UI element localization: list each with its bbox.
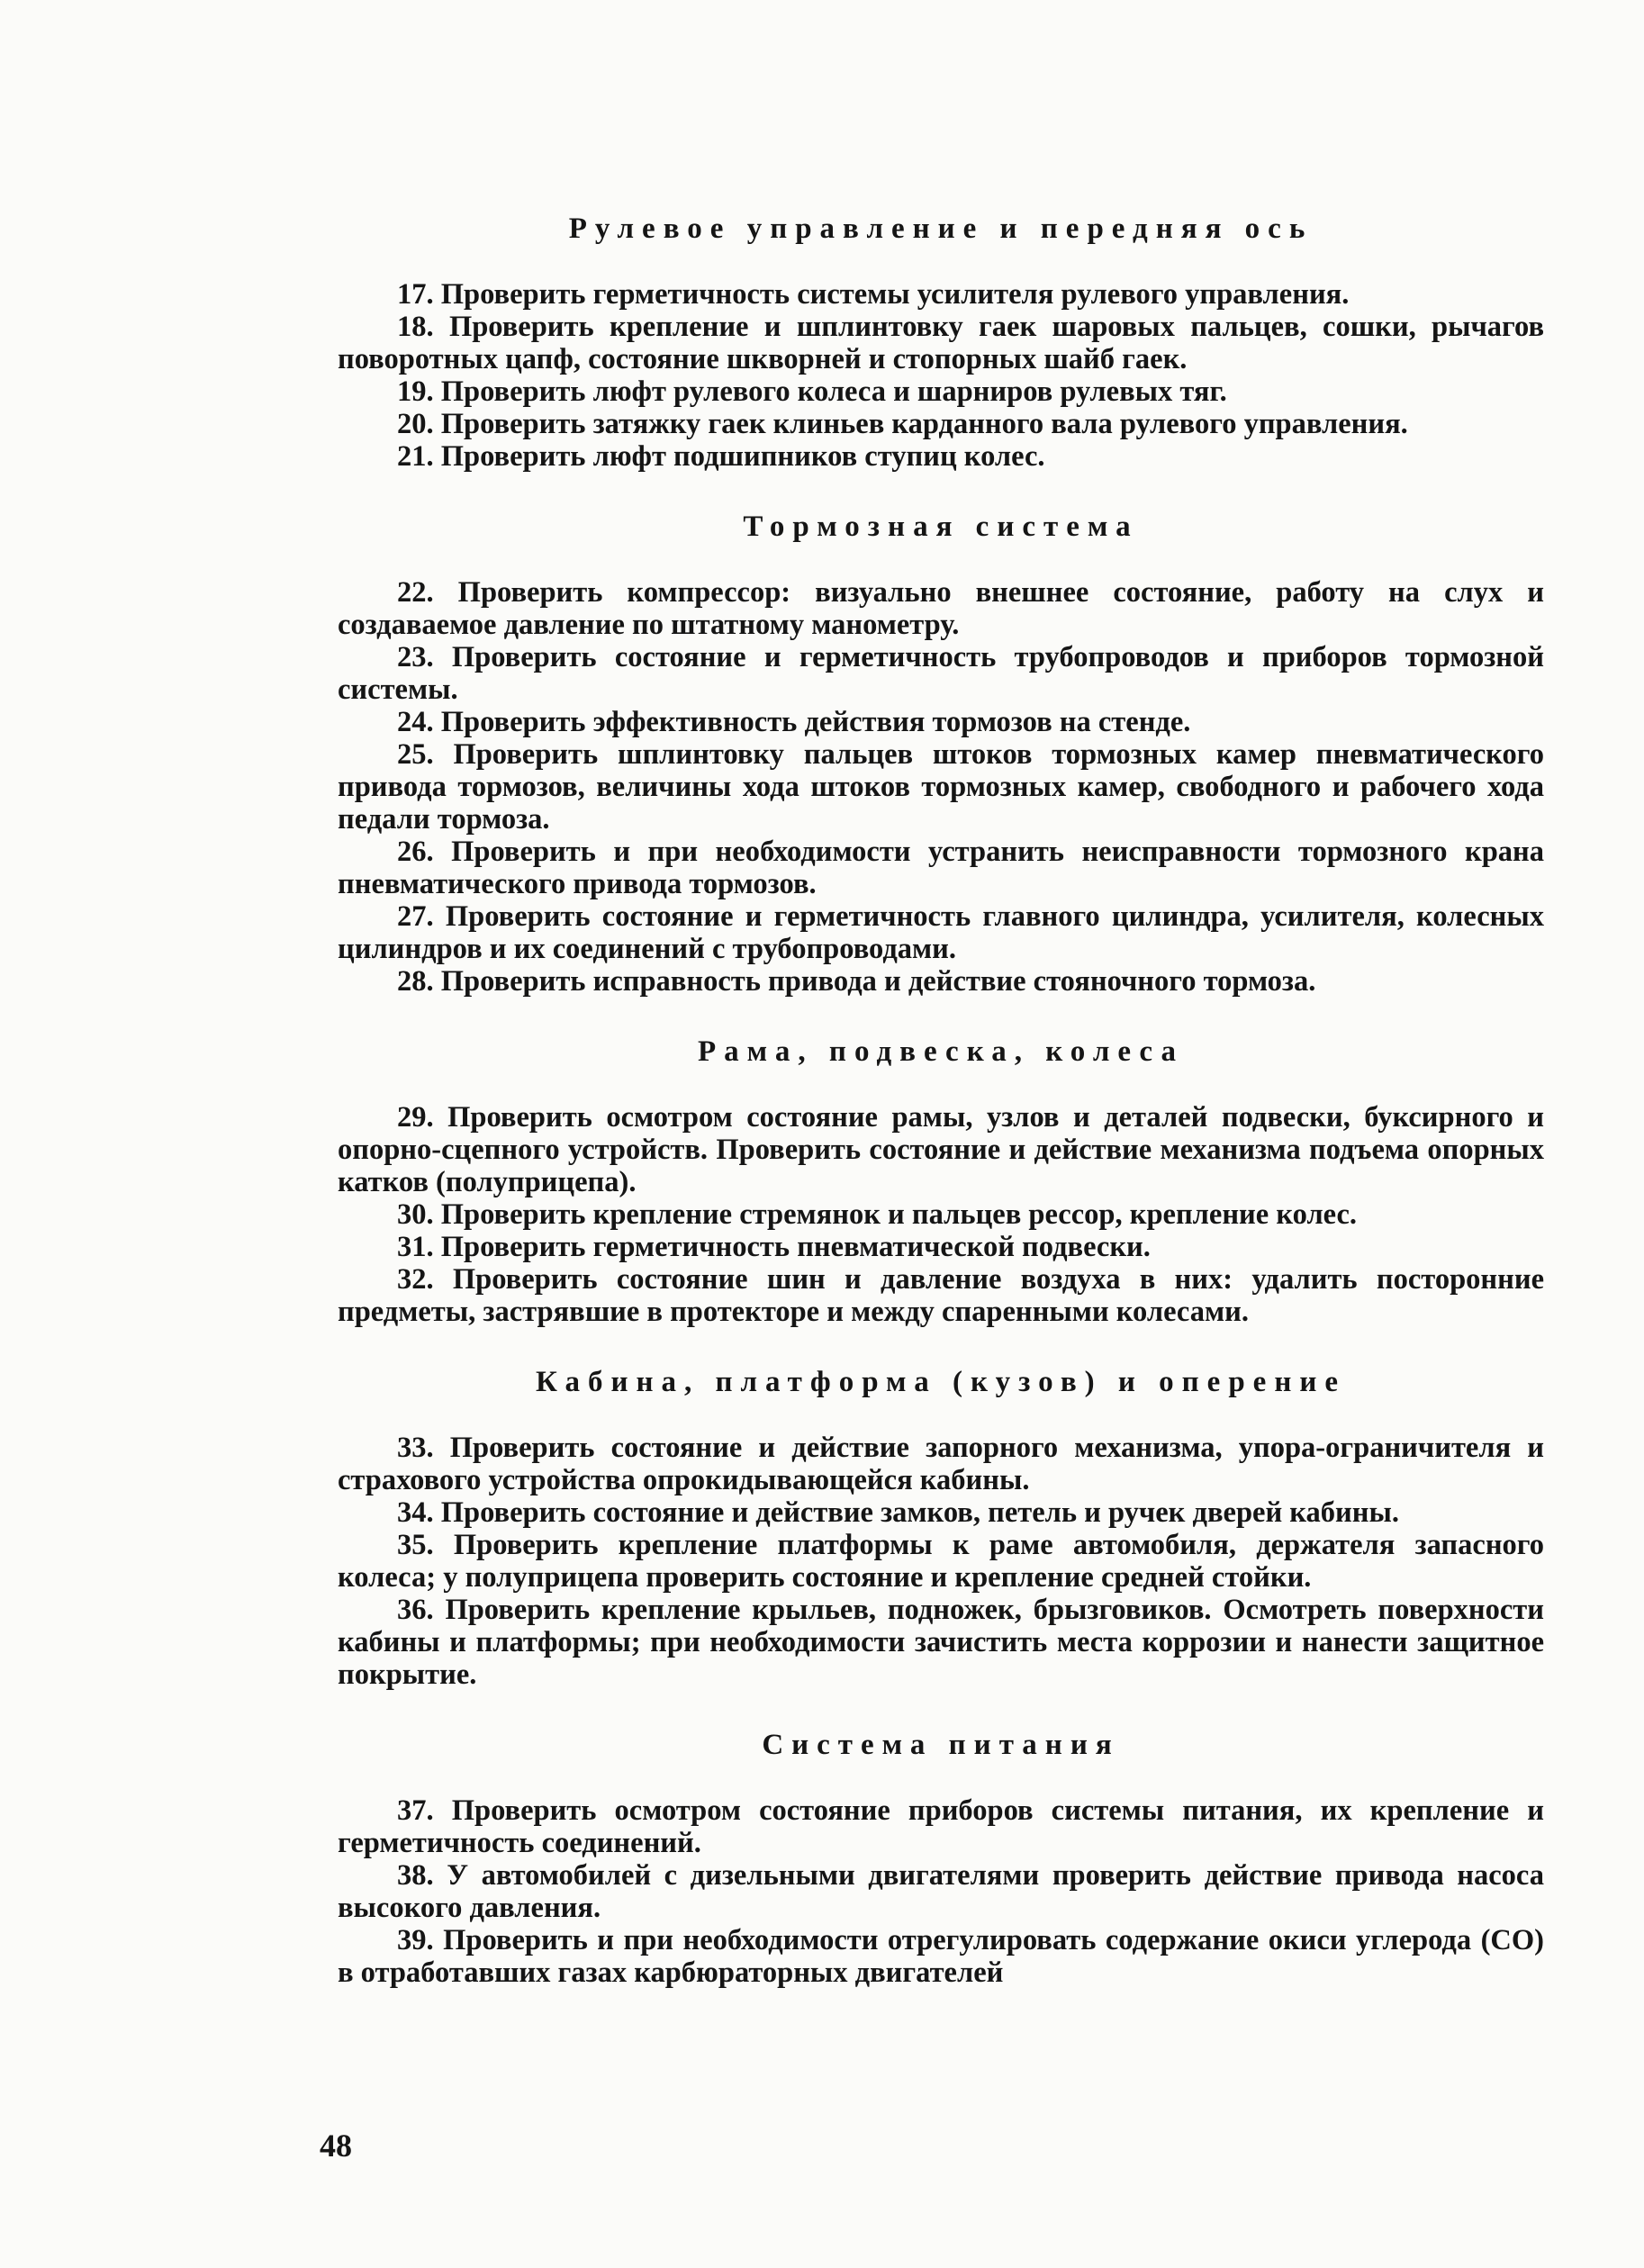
item-list <box>338 1432 1544 1691</box>
item-list <box>338 1101 1544 1328</box>
list-item: 19. Проверить люфт рулевого колеса и шарниров рулевых тяг. <box>397 375 1227 408</box>
section-cabin <box>338 1368 1544 1691</box>
section-heading: Тормозная система <box>743 511 1139 543</box>
list-item: 37. Проверить осмотром состояние приборов системы питания, их крепление и герметичность соединений. <box>338 1794 1544 1859</box>
list-item: 24. Проверить эффективность действия тормозов на стенде. <box>397 706 1191 738</box>
section-heading: Кабина, платформа (кузов) и оперение <box>535 1366 1347 1398</box>
section-heading: Рама, подвеска, колеса <box>698 1035 1184 1068</box>
item-list <box>338 576 1544 998</box>
list-item: 22. Проверить компрессор: визуально внешнее состояние, работу на слух и создаваемое давление по штатному манометру. <box>338 576 1544 641</box>
list-item: 28. Проверить исправность привода и действие стояночного тормоза. <box>397 965 1316 998</box>
list-item: 34. Проверить состояние и действие замков, петель и ручек дверей кабины. <box>397 1496 1399 1529</box>
list-item: 18. Проверить крепление и шплинтовку гаек шаровых пальцев, сошки, рычагов поворотных цапф, состояние шкворней и стопорных шайб гаек. <box>338 311 1544 375</box>
list-item: 23. Проверить состояние и герметичность трубопроводов и приборов тормозной системы. <box>338 641 1544 706</box>
list-item: 39. Проверить и при необходимости отрегулировать содержание окиси углерода (СО) в отработавших газах карбюраторных двигателей <box>338 1924 1544 1989</box>
list-item: 32. Проверить состояние шин и давление воздуха в них: удалить посторонние предметы, застрявшие в протекторе и между спаренными колесами. <box>338 1263 1544 1328</box>
list-item: 27. Проверить состояние и герметичность главного цилиндра, усилителя, колесных цилиндров и их соединений с трубопроводами. <box>338 900 1544 965</box>
list-item: 35. Проверить крепление платформы к раме автомобиля, держателя запасного колеса; у полуприцепа проверить состояние и крепление средней стойки. <box>338 1529 1544 1594</box>
list-item: 38. У автомобилей с дизельными двигателями проверить действие привода насоса высокого давления. <box>338 1859 1544 1924</box>
section-heading: Система питания <box>762 1729 1120 1761</box>
section-steering <box>338 214 1544 473</box>
section-frame <box>338 1037 1544 1328</box>
list-item: 29. Проверить осмотром состояние рамы, узлов и деталей подвески, буксирного и опорно-сцепного устройств. Проверить состояние и действие механизма подъема опорных катков (полуприцепа). <box>338 1101 1544 1198</box>
list-item: 20. Проверить затяжку гаек клиньев карданного вала рулевого управления. <box>397 408 1408 440</box>
list-item: 17. Проверить герметичность системы усилителя рулевого управления. <box>397 278 1350 311</box>
section-brakes <box>338 512 1544 998</box>
list-item: 25. Проверить шплинтовку пальцев штоков тормозных камер пневматического привода тормозов, величины хода штоков тормозных камер, свободного и рабочего хода педали тормоза. <box>338 738 1544 836</box>
page-content <box>338 214 1544 1989</box>
list-item: 30. Проверить крепление стремянок и пальцев рессор, крепление колес. <box>397 1198 1358 1231</box>
section-heading: Рулевое управление и передняя ось <box>568 212 1314 245</box>
list-item: 36. Проверить крепление крыльев, подножек, брызговиков. Осмотреть поверхности кабины и платформы; при необходимости зачистить места коррозии и нанести защитное покрытие. <box>338 1594 1544 1691</box>
list-item: 21. Проверить люфт подшипников ступиц колес. <box>397 440 1045 473</box>
list-item: 31. Проверить герметичность пневматической подвески. <box>397 1231 1151 1263</box>
list-item: 26. Проверить и при необходимости устранить неисправности тормозного крана пневматического привода тормозов. <box>338 836 1544 900</box>
section-fuel <box>338 1730 1544 1989</box>
item-list <box>338 278 1544 473</box>
page-number: 48 <box>320 2128 352 2164</box>
list-item: 33. Проверить состояние и действие запорного механизма, упора-ограничителя и страхового устройства опрокидывающейся кабины. <box>338 1432 1544 1496</box>
item-list <box>338 1794 1544 1989</box>
